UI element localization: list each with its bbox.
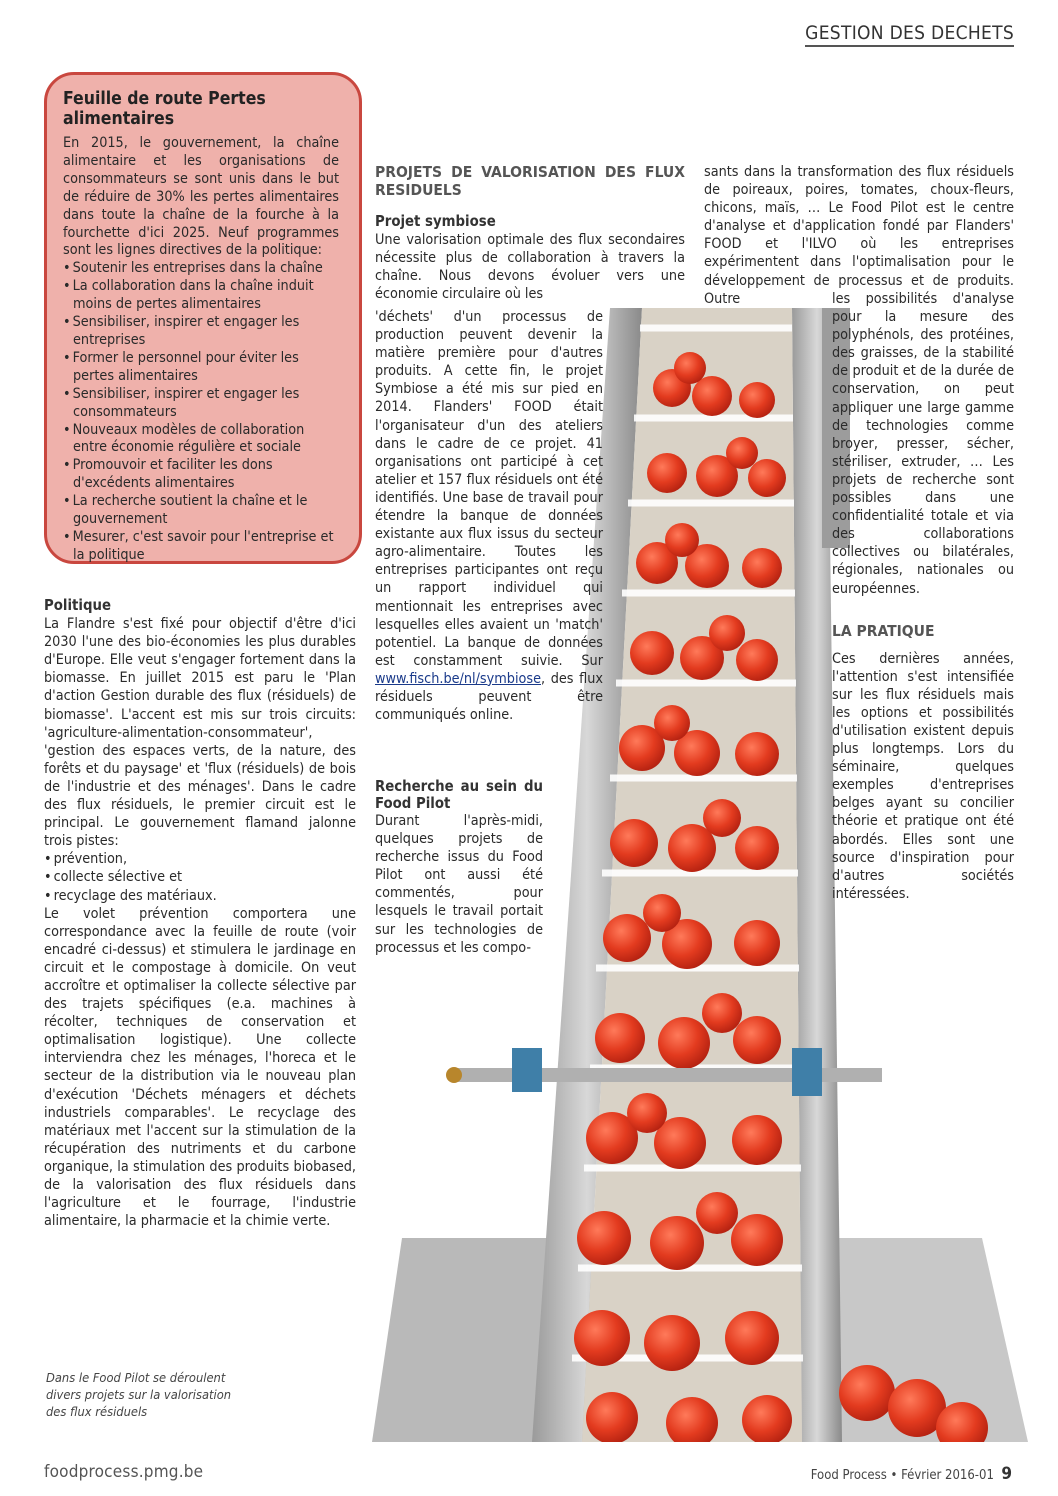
box-intro: En 2015, le gouvernement, la chaîne alimentaire et les organisations de consommateurs se sont unis dans le but de réduire de 30% les pertes alimentaires dans toute la chaîne de la fourche à la fourchette d'ici 2025. Neuf programmes sont les lignes directives de la politique: [63,135,339,259]
politique-heading: Politique [44,597,111,614]
box-item: • Mesurer, c'est savoir pour l'entreprise et la politique [63,529,339,565]
pratique-paragraph: Ces dernières années, l'attention s'est intensifiée sur les flux résiduels mais les options et possibilités d'utilisation existent depuis plus longtemps. Lors du séminaire, quelques exemples d'entreprises belges ayant su concilier théorie et pratique ont été abordés. Elles sont une source d'inspiration pour d'autres sociétés intéressées. [832,650,1014,902]
page-number: 9 [1001,1464,1012,1484]
pratique-heading: LA PRATIQUE [832,621,935,640]
projets-section [375,163,685,303]
politique-list [44,850,356,904]
politique-section [44,597,356,1230]
symbiose-paragraph: Une valorisation optimale des flux secondaires nécessite plus de collaboration à travers la chaîne. Nous devons évoluer vers une économie circulaire où les [375,232,685,303]
box-item: • Former le personnel pour éviter les pertes alimentaires [63,350,339,386]
footer-publication: Food Process • Février 2016-01 9 [810,1464,1012,1484]
fisch-link[interactable]: www.fisch.be/nl/symbiose [375,670,541,687]
box-item: • La collaboration dans la chaîne induit moins de pertes alimentaires [63,278,339,314]
politique-item: • prévention, [44,850,356,868]
politique-paragraph-2: Le volet prévention comportera une correspondance avec la feuille de route (voir encadré ci-dessus) et stimulera le jardinage en circuit et le compostage à domicile. On veut accroître et optimaliser la collecte sélective par des trajets spécifiques (e.a. machines à récolter, techniques de conservation et optimalisation logistique). Une collecte interviendra chez les ménages, l'horeca et le secteur de la distribution via le nouveau plan d'exécution 'Déchets ménagers et déchets industriels comparables'. Le recyclage des matériaux met l'accent sur la stimulation de la récupération des nutriments et du carbone organique, la stimulation des produits biobased, de la valorisation des flux résiduels dans l'agriculture et le fourrage, l'industrie alimentaire, la pharmacie et la chimie verte. [44,905,356,1230]
right-paragraph-2: les possibilités d'analyse pour la mesure des polyphénols, des protéines, des graisses, de la stabilité de produit et de la durée de conservation, on peut appliquer une large gamme de technologies comme broyer, presser, sécher, stériliser, extruder, … Les projets de recherche sont possibles dans une confidentialité totale et via des collaborations collectives ou bilatérales, régionales, nationales ou européennes. [832,291,1014,597]
right-column-narrow [832,290,1014,903]
roadmap-box [44,72,362,564]
box-list [63,260,339,564]
box-item: • Promouvoir et faciliter les dons d'excédents alimentaires [63,457,339,493]
symbiose-heading: Projet symbiose [375,213,496,230]
politique-item: • recyclage des matériaux. [44,887,356,905]
box-title: Feuille de route Pertes alimentaires [63,89,266,129]
box-item: • Soutenir les entreprises dans la chaîne [63,260,339,278]
food-pilot-paragraph: Durant l'après-midi, quelques projets de recherche issus du Food Pilot ont aussi été commentés, pour lesquels le travail portait sur les technologies de processus et les compo- [375,813,543,956]
box-item: • Sensibiliser, inspirer et engager les consommateurs [63,386,339,422]
symbiose-continued [375,308,603,724]
right-column-top [704,163,1014,308]
projets-heading: PROJETS DE VALORISATION DES FLUX RESIDUELS [375,163,685,199]
right-paragraph: sants dans la transformation des flux résiduels de poireaux, poires, tomates, choux-fleurs, chicons, maïs, … Le Food Pilot est le centre d'analyse et d'application fondé par Flanders' FOOD et l'ILVO où les entreprises expérimentent dans l'optimalisation pour le développement de processus et de produits. Outre [704,164,1014,307]
food-pilot-section [375,778,543,957]
politique-item: • collecte sélective et [44,868,356,886]
politique-paragraph: La Flandre s'est fixé pour objectif d'être d'ici 2030 l'une des bio-économies les plus durables d'Europe. Elle veut s'engager fortement dans la biomasse. En juillet 2015 est paru le 'Plan d'action Gestion durable des flux (résiduels) de biomasse'. L'accent est mis sur trois circuits: 'agriculture-alimentation-consommateur', 'gestion des espaces verts, de la nature, des forêts et du paysage' et 'flux (résiduels) de bois de l'industrie et des ménages'. Dans le cadre des flux résiduels, le premier circuit est le principal. Le gouvernement flamand jalonne trois pistes: [44,616,356,850]
box-item: • Sensibiliser, inspirer et engager les entreprises [63,314,339,350]
box-item: • La recherche soutient la chaîne et le gouvernement [63,493,339,529]
section-title: GESTION DES DECHETS [805,22,1014,47]
box-item: • Nouveaux modèles de collaboration entre économie régulière et sociale [63,422,339,458]
symbiose-paragraph-2: 'déchets' d'un processus de production peuvent devenir la matière première pour d'autres produits. A cette fin, le projet Symbiose a été mis sur pied en 2014. Flanders' FOOD était l'organisateur d'un des ateliers dans le cadre de ce projet. 41 organisations ont participé à cet atelier et 157 flux résiduels ont été identifiés. Une base de travail pour étendre la banque de données existante aux flux issus du secteur agro-alimentaire. Toutes les entreprises participantes ont reçu un rapport individuel qui mentionnait les entreprises avec lesquelles elles avaient un 'match' potentiel. La banque de données est constamment suivie. Sur www.fisch.be/nl/symbiose, des flux résiduels peuvent être communiqués online. [375,309,603,724]
food-pilot-heading: Recherche au sein du Food Pilot [375,778,543,812]
photo-caption: Dans le Food Pilot se déroulent divers projets sur la valorisation des flux résiduels [46,1371,232,1420]
footer-site[interactable]: foodprocess.pmg.be [44,1462,204,1482]
